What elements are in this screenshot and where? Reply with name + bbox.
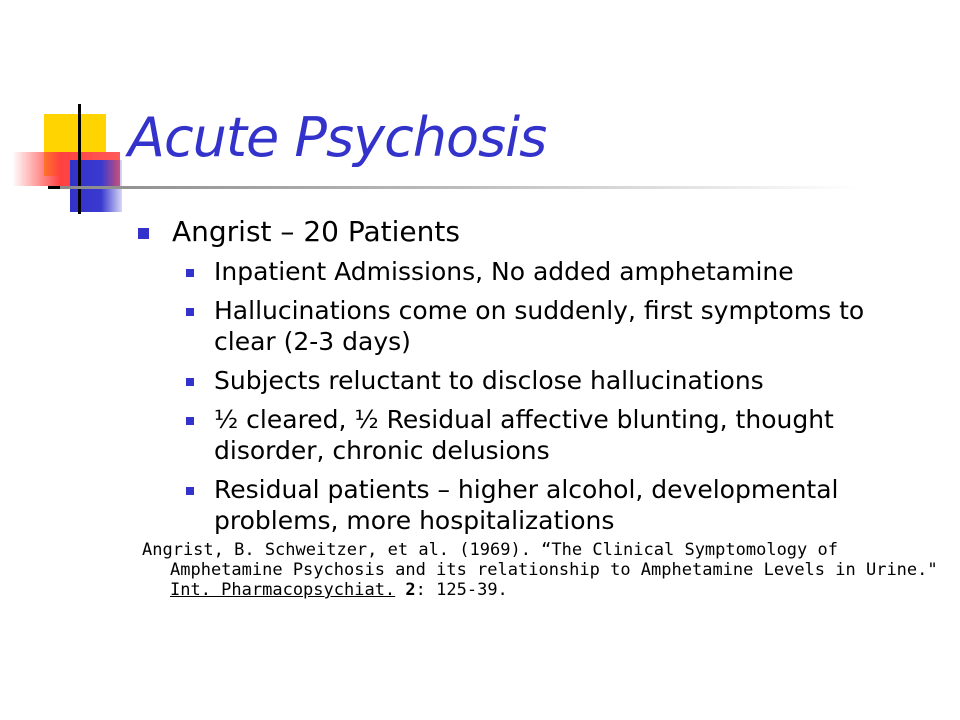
square-bullet-icon <box>186 417 194 425</box>
citation-authors: Angrist, B. Schweitzer, et al. (1969). <box>142 540 542 560</box>
sub-bullet-list <box>136 256 936 536</box>
citation-article: “The Clinical Symptomology of Amphetamine Psychosis and its relationship to Amphetamine Levels in Urine." <box>170 540 938 580</box>
title-underline-rule <box>60 186 860 189</box>
sub-bullet <box>136 474 924 536</box>
logo-vertical-line <box>78 104 81 214</box>
slide-body <box>136 214 936 544</box>
bullet-main <box>136 214 936 250</box>
square-bullet-icon <box>186 308 194 316</box>
sub-bullet-text: Residual patients – higher alcohol, developmental problems, more hospitalizations <box>214 475 839 535</box>
square-bullet-icon <box>138 228 149 239</box>
sub-bullet <box>136 365 924 396</box>
sub-bullet <box>136 404 924 466</box>
sub-bullet-text: Hallucinations come on suddenly, first symptoms to clear (2-3 days) <box>214 296 865 356</box>
sub-bullet-text: ½ cleared, ½ Residual affective blunting, thought disorder, chronic delusions <box>214 405 834 465</box>
citation-pages: : 125-39. <box>415 580 508 600</box>
slide-title: Acute Psychosis <box>128 106 547 169</box>
citation-volume: 2 <box>405 580 416 600</box>
square-bullet-icon <box>186 269 194 277</box>
citation <box>142 540 940 600</box>
citation-journal: Int. Pharmacopsychiat. <box>170 580 396 600</box>
sub-bullet <box>136 256 924 287</box>
sub-bullet <box>136 295 924 357</box>
sub-bullet-text: Subjects reluctant to disclose hallucinations <box>214 366 764 395</box>
bullet-main-text: Angrist – 20 Patients <box>172 215 460 248</box>
square-bullet-icon <box>186 487 194 495</box>
square-bullet-icon <box>186 378 194 386</box>
sub-bullet-text: Inpatient Admissions, No added amphetamine <box>214 257 794 286</box>
